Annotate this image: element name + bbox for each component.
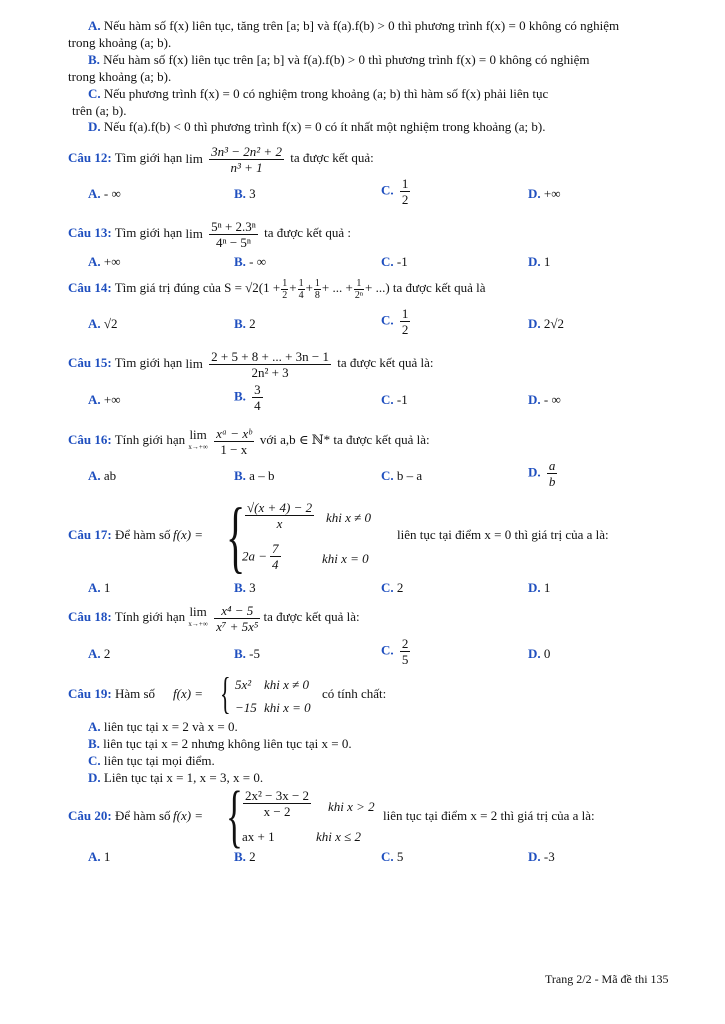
- answer-label: D.: [528, 392, 541, 407]
- question-17-label: [68, 527, 171, 543]
- numerator: 1: [401, 176, 409, 191]
- answer-value: 1: [103, 580, 111, 595]
- answer-19-a: [88, 719, 238, 735]
- piece-2-expr: ax + 1: [242, 829, 275, 844]
- piece-1-expr: [240, 788, 314, 819]
- page-footer: Trang 2/2 - Mã đề thi 135: [545, 972, 669, 986]
- answer-label: C.: [381, 392, 394, 407]
- piece-2-cond: khi x ≤ 2: [316, 829, 362, 844]
- answer-value: -1: [396, 392, 408, 407]
- answer-12-d: [528, 186, 561, 202]
- lim-symbol: [188, 429, 207, 453]
- question-text: Hàm số: [114, 686, 156, 701]
- numerator: a: [548, 458, 556, 473]
- numerator: 5ⁿ + 2.3ⁿ: [211, 218, 256, 234]
- answer-18-b: [234, 646, 260, 662]
- piece-2-expr: [242, 541, 284, 572]
- answer-label: A.: [88, 580, 101, 595]
- answer-label: C.: [381, 182, 394, 198]
- answer-15-c: [381, 392, 408, 408]
- answer-label: A.: [88, 316, 101, 331]
- expr-prefix: 2a −: [242, 548, 268, 564]
- question-20-label: [68, 808, 171, 824]
- answer-value: ab: [103, 468, 117, 483]
- answer-label: C.: [381, 254, 394, 269]
- option-text: Nếu hàm số f(x) liên tục trên [a; b] và f(a).f(b) > 0 thì phương trình f(x) = 0 không có nghiệm: [103, 52, 590, 67]
- answer-15-d: [528, 392, 561, 408]
- piece-1-cond: khi x ≠ 0: [326, 510, 372, 525]
- denominator: 2: [282, 289, 288, 301]
- piece-2-cond: khi x = 0: [322, 551, 369, 566]
- answer-14-c: [381, 306, 413, 337]
- answer-label: C.: [381, 468, 394, 483]
- answer-label: D.: [528, 254, 541, 269]
- question-15: [68, 343, 434, 383]
- question-label: Câu 12:: [68, 150, 112, 165]
- answer-18-c: [381, 636, 413, 667]
- answer-value: - ∞: [249, 254, 267, 269]
- answer-value: 2: [396, 580, 404, 595]
- answer-label: B.: [234, 254, 246, 269]
- answer-value: b – a: [396, 468, 423, 483]
- numerator: xᵃ − xᵇ: [216, 425, 252, 441]
- answer-value: √2: [103, 316, 118, 331]
- option-text: Nếu phương trình f(x) = 0 có nghiệm trong khoảng (a; b) thì hàm số f(x) phải liên tục: [103, 86, 549, 101]
- answer-17-a: [88, 580, 110, 596]
- answer-label: C.: [88, 753, 101, 768]
- option-text: Nếu f(a).f(b) < 0 thì phương trình f(x) = 0 có ít nhất một nghiệm trong khoảng (a; b).: [103, 119, 546, 134]
- question-text: Tính giới hạn: [114, 609, 186, 624]
- answer-label: A.: [88, 254, 101, 269]
- denominator: 2n² + 3: [251, 364, 289, 380]
- answer-20-a: [88, 849, 110, 865]
- answer-value: liên tục tại x = 2 nhưng không liên tục tại x = 0.: [103, 736, 352, 751]
- answer-label: B.: [234, 468, 246, 483]
- intro-option-c-cont: trên (a; b).: [72, 103, 127, 118]
- question-tail: ta được kết quả là:: [337, 355, 434, 370]
- answer-value: -3: [543, 849, 555, 864]
- numerator: 3: [254, 382, 261, 397]
- answer-label: A.: [88, 719, 101, 734]
- series-expr-start: S = √2(1 +: [224, 280, 281, 295]
- answer-12-b: [234, 186, 256, 202]
- intro-option-b-cont: trong khoảng (a; b).: [68, 69, 172, 84]
- answer-value: - ∞: [543, 392, 561, 407]
- answer-label: B.: [234, 849, 246, 864]
- answer-16-a: [88, 468, 116, 484]
- question-tail: có tính chất:: [322, 686, 387, 701]
- answer-20-d: [528, 849, 555, 865]
- piece-1-cond: khi x ≠ 0: [264, 677, 310, 692]
- limit-fraction: [209, 349, 331, 380]
- question-label: Câu 18:: [68, 609, 112, 624]
- answer-20-c: [381, 849, 403, 865]
- numerator: 3n³ − 2n² + 2: [211, 143, 282, 159]
- answer-19-c: [88, 753, 215, 769]
- answer-value: 1: [543, 254, 551, 269]
- answer-label: B.: [234, 388, 246, 404]
- answer-value: 2: [103, 646, 111, 661]
- question-18: [68, 597, 360, 637]
- piece-2-expr: −15: [235, 700, 257, 715]
- answer-label: C.: [381, 849, 394, 864]
- piecewise-brace: {: [226, 493, 246, 581]
- answer-16-c: [381, 468, 422, 484]
- answer-15-a: [88, 392, 121, 408]
- condition: với a,b ∈ ℕ*: [259, 432, 331, 447]
- piecewise-brace: {: [226, 778, 243, 855]
- answer-12-a: [88, 186, 121, 202]
- intro-option-b: [88, 52, 590, 68]
- option-text: Nếu hàm số f(x) liên tục, tăng trên [a; b] và f(a).f(b) > 0 thì phương trình f(x) = 0 không có nghiệm: [103, 18, 620, 33]
- answer-13-a: [88, 254, 121, 270]
- answer-17-c: [381, 580, 403, 596]
- answer-18-d: [528, 646, 550, 662]
- limit-fraction: [214, 426, 254, 457]
- question-tail: liên tục tại điểm x = 0 thì giá trị của a là:: [397, 527, 609, 542]
- answer-value: 3: [249, 580, 256, 595]
- numerator: 2 + 5 + 8 + ... + 3n − 1: [211, 348, 330, 364]
- numerator: 1: [314, 277, 320, 289]
- answer-value: 0: [543, 646, 551, 661]
- lim-symbol: lim: [185, 356, 203, 372]
- answer-value: - ∞: [103, 186, 121, 201]
- question-tail: ta được kết quả:: [290, 150, 374, 165]
- question-19-label: [68, 686, 155, 702]
- question-label: Câu 13:: [68, 225, 112, 240]
- denominator: 8: [314, 289, 320, 301]
- piece-1-expr: [242, 500, 317, 531]
- answer-value: +∞: [103, 392, 121, 407]
- series-ellipsis: + ... +: [321, 280, 353, 295]
- denominator: x⁷ + 5x⁵: [216, 618, 259, 634]
- answer-19-b: [88, 736, 352, 752]
- limit-fraction: [209, 219, 258, 250]
- term-fraction: [281, 278, 288, 301]
- question-text: Để hàm số: [114, 527, 171, 542]
- option-label: D.: [88, 119, 101, 134]
- question-label: Câu 19:: [68, 686, 112, 701]
- answer-label: D.: [528, 580, 541, 595]
- answer-17-d: [528, 580, 550, 596]
- function-name: f(x) =: [173, 686, 204, 701]
- denominator: b: [548, 474, 556, 489]
- answer-label: D.: [528, 316, 541, 331]
- answer-17-b: [234, 580, 256, 596]
- answer-label: B.: [234, 186, 246, 201]
- answer-value: 2: [249, 849, 256, 864]
- question-tail: ta được kết quả :: [264, 225, 351, 240]
- answer-label: D.: [528, 849, 541, 864]
- denominator: n³ + 1: [230, 159, 263, 175]
- question-tail: ta được kết quả là:: [333, 432, 430, 447]
- series-expr-end: + ...): [364, 280, 390, 295]
- answer-14-a: [88, 316, 118, 332]
- numerator: 2x² − 3x − 2: [245, 788, 310, 803]
- denominator: 4: [298, 289, 304, 301]
- answer-label: D.: [88, 770, 101, 785]
- question-label: Câu 14:: [68, 280, 112, 295]
- numerator: 1: [282, 277, 288, 289]
- answer-13-c: [381, 254, 408, 270]
- answer-label: A.: [88, 646, 101, 661]
- numerator: √(x + 4) − 2: [247, 500, 313, 515]
- question-text: Tìm giới hạn: [114, 225, 183, 240]
- denominator: 1 − x: [220, 441, 248, 457]
- intro-option-a: [88, 18, 619, 34]
- answer-value: a – b: [249, 468, 275, 483]
- piece-1-expr: 5x²: [235, 677, 252, 692]
- answer-value: 5: [396, 849, 404, 864]
- function-name: f(x) =: [173, 527, 204, 542]
- question-text: Tìm giới hạn: [114, 150, 183, 165]
- question-label: Câu 17:: [68, 527, 112, 542]
- answer-value: 1: [543, 580, 551, 595]
- denominator: 2ⁿ: [354, 289, 363, 301]
- answer-value: Liên tục tại x = 1, x = 3, x = 0.: [103, 770, 264, 785]
- question-tail: ta được kết quả là: [392, 280, 486, 295]
- lim-word: lim: [189, 604, 207, 620]
- answer-value: 1: [103, 849, 111, 864]
- lim-subscript: x→+∞: [188, 443, 208, 452]
- answer-label: C.: [381, 580, 394, 595]
- numerator: 1: [354, 278, 364, 290]
- numerator: 7: [272, 541, 279, 556]
- term-fraction: [298, 278, 305, 301]
- answer-value: +∞: [543, 186, 561, 201]
- numerator: 1: [401, 306, 409, 321]
- answer-15-b: [234, 382, 266, 413]
- answer-label: A.: [88, 468, 101, 483]
- piece-1-cond: khi x > 2: [328, 799, 375, 814]
- denominator: x: [276, 516, 283, 531]
- limit-fraction: [209, 144, 284, 175]
- question-text: Tìm giá trị đúng của: [114, 280, 221, 295]
- answer-label: D.: [528, 464, 541, 480]
- option-label: B.: [88, 52, 100, 67]
- option-label: A.: [88, 18, 101, 33]
- answer-label: B.: [234, 316, 246, 331]
- piecewise-brace: {: [220, 669, 231, 718]
- question-tail: ta được kết quả là:: [263, 609, 360, 624]
- question-label: Câu 20:: [68, 808, 112, 823]
- answer-label: B.: [88, 736, 100, 751]
- denominator: 2: [401, 322, 409, 337]
- question-16: [68, 420, 430, 460]
- lim-symbol: lim: [185, 226, 203, 242]
- answer-label: D.: [528, 186, 541, 201]
- question-14: Câu 14: Tìm giá trị đúng của S = √2(1 + $\frac{1}{2}$ + $\frac{1}{4}$ + $\frac{1}{8}$ + ... + $\frac{1}{\text{2ⁿ}}$ + ...) ta được kết quả là: [68, 277, 486, 301]
- answer-18-a: [88, 646, 110, 662]
- answer-value: 3: [249, 186, 256, 201]
- answer-value: 2√2: [543, 316, 565, 331]
- answer-value: liên tục tại x = 2 và x = 0.: [103, 719, 238, 734]
- term-fraction: [314, 278, 321, 301]
- answer-12-c: [381, 176, 413, 207]
- question-12: [68, 138, 374, 178]
- piece-2-cond: khi x = 0: [264, 700, 311, 715]
- numerator: x⁴ − 5: [214, 603, 260, 619]
- denominator: 4: [254, 398, 261, 413]
- answer-value: -5: [249, 646, 261, 661]
- denominator: x − 2: [263, 804, 291, 819]
- question-text: Tính giới hạn: [114, 432, 186, 447]
- function-name: f(x) =: [173, 808, 204, 823]
- question-label: Câu 15:: [68, 355, 112, 370]
- numerator: 1: [298, 277, 304, 289]
- answer-14-b: [234, 316, 256, 332]
- denominator: 5: [401, 652, 409, 667]
- answer-label: C.: [381, 642, 394, 658]
- intro-option-c: [88, 86, 548, 102]
- lim-symbol: [188, 606, 207, 630]
- answer-label: A.: [88, 392, 101, 407]
- intro-option-d: [88, 119, 545, 135]
- intro-option-a-cont: trong khoảng (a; b).: [68, 35, 172, 50]
- lim-subscript: x→+∞: [188, 620, 208, 629]
- answer-13-b: [234, 254, 266, 270]
- answer-label: D.: [528, 646, 541, 661]
- denominator: 4: [272, 557, 279, 572]
- denominator: 2: [401, 192, 409, 207]
- answer-label: C.: [381, 312, 394, 328]
- question-text: Tìm giới hạn: [114, 355, 183, 370]
- lim-symbol: lim: [185, 151, 203, 167]
- answer-label: A.: [88, 849, 101, 864]
- answer-value: +∞: [103, 254, 121, 269]
- question-text: Để hàm số: [114, 808, 171, 823]
- answer-16-b: [234, 468, 274, 484]
- answer-14-d: [528, 316, 564, 332]
- question-label: Câu 16:: [68, 432, 112, 447]
- denominator: 4ⁿ − 5ⁿ: [215, 234, 252, 250]
- limit-fraction: [214, 603, 260, 634]
- numerator: 2: [401, 636, 409, 651]
- answer-16-d: [528, 458, 560, 489]
- answer-13-d: [528, 254, 550, 270]
- option-label: C.: [88, 86, 101, 101]
- answer-value: 2: [249, 316, 256, 331]
- answer-value: -1: [396, 254, 408, 269]
- answer-label: B.: [234, 646, 246, 661]
- lim-word: lim: [189, 427, 207, 443]
- question-13: [68, 213, 351, 253]
- answer-value: liên tục tại mọi điểm.: [103, 753, 215, 768]
- answer-label: B.: [234, 580, 246, 595]
- answer-20-b: [234, 849, 256, 865]
- answer-label: A.: [88, 186, 101, 201]
- term-fraction: [354, 278, 364, 301]
- question-tail: liên tục tại điểm x = 2 thì giá trị của a là:: [383, 808, 595, 823]
